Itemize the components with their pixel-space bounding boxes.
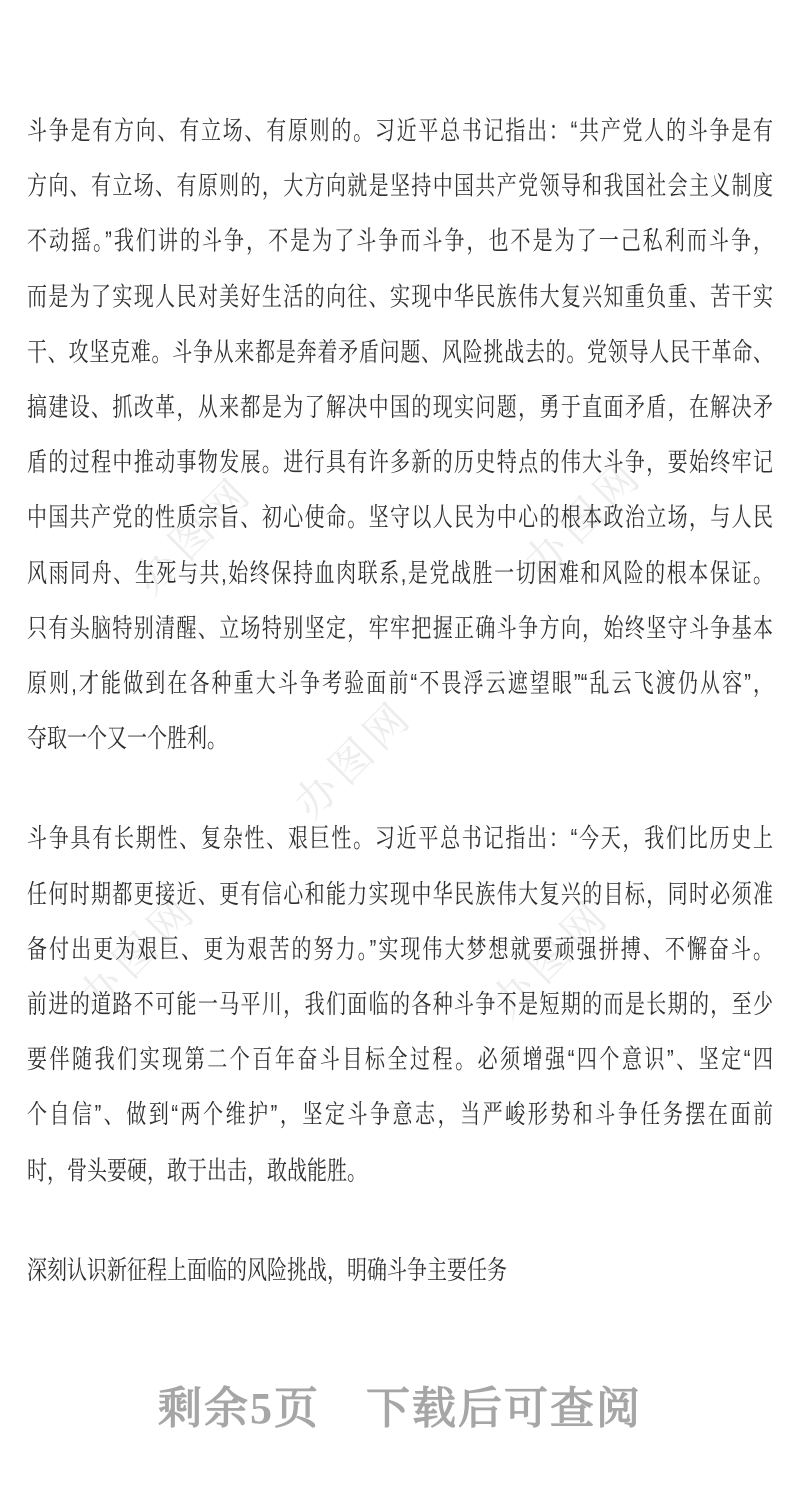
remaining-pages-label: 剩余5页 xyxy=(158,1384,320,1433)
text-line: 方向、有立场、有原则的，大方向就是坚持中国共产党领导和我国社会主义制度 xyxy=(27,172,773,202)
paragraph-2 xyxy=(27,812,773,1199)
watermark-text: 办图网 xyxy=(482,889,620,1027)
text-line: 时，骨头要硬，敢于出击，敢战能胜。 xyxy=(27,1156,367,1186)
text-line: 要伴随我们实现第二个百年奋斗目标全过程。必须增强“四个意识”、坚定“四 xyxy=(27,1046,773,1076)
download-notice-label: 下载后可查阅 xyxy=(366,1384,642,1433)
text-line: 个自信”、做到“两个维护”，坚定斗争意志，当严峻形势和斗争任务摆在面前 xyxy=(27,1101,773,1131)
watermark-text: 办图网 xyxy=(285,690,423,828)
text-line: 备付出更为艰巨、更为艰苦的努力。”实现伟大梦想就要顽强拼搏、不懈奋斗。 xyxy=(27,935,773,965)
text-line: 干、攻坚克难。斗争从来都是奔着矛盾问题、风险挑战去的。党领导人民干革命、 xyxy=(27,338,773,368)
text-line: 只有头脑特别清醒、立场特别坚定，牢牢把握正确斗争方向，始终坚守斗争基本 xyxy=(27,614,773,644)
text-line: 盾的过程中推动事物发展。进行具有许多新的历史特点的伟大斗争，要始终牢记 xyxy=(27,448,773,478)
text-line: 斗争具有长期性、复杂性、艰巨性。习近平总书记指出：“今天，我们比历史上 xyxy=(27,825,773,854)
watermark-text: 办图网 xyxy=(515,449,653,587)
text-line: 深刻认识新征程上面临的风险挑战，明确斗争主要任务 xyxy=(27,1256,507,1286)
document-body xyxy=(27,104,773,1343)
text-line: 不动摇。”我们讲的斗争，不是为了斗争而斗争，也不是为了一己私利而斗争， xyxy=(27,227,773,257)
text-line: 夺取一个又一个胜利。 xyxy=(27,725,227,755)
paragraph-3-heading xyxy=(27,1244,773,1299)
text-line: 中国共产党的性质宗旨、初心使命。坚守以人民为中心的根本政治立场，与人民 xyxy=(27,504,773,533)
text-line: 前进的道路不可能一马平川，我们面临的各种斗争不是短期的而是长期的，至少 xyxy=(27,990,773,1020)
watermark-text: 办图网 xyxy=(69,884,207,1022)
text-line: 任何时期都更接近、更有信心和能力实现中华民族伟大复兴的目标，同时必须准 xyxy=(27,880,773,910)
watermark-text: 办图网 xyxy=(125,466,263,604)
paragraph-1 xyxy=(27,104,773,767)
text-line: 原则,才能做到在各种重大斗争考验面前“不畏浮云遮望眼”“乱云飞渡仍从容”， xyxy=(27,669,773,699)
text-line: 而是为了实现人民对美好生活的向往、实现中华民族伟大复兴知重负重、苦干实 xyxy=(27,282,773,312)
text-line: 搞建设、抓改革，从来都是为了解决中国的现实问题，勇于直面矛盾，在解决矛 xyxy=(27,393,773,423)
footer-banner xyxy=(0,1372,800,1436)
text-line: 斗争是有方向、有立场、有原则的。习近平总书记指出：“共产党人的斗争是有 xyxy=(27,117,773,146)
text-line: 风雨同舟、生死与共,始终保持血肉联系,是党战胜一切困难和风险的根本保证。 xyxy=(27,559,773,589)
